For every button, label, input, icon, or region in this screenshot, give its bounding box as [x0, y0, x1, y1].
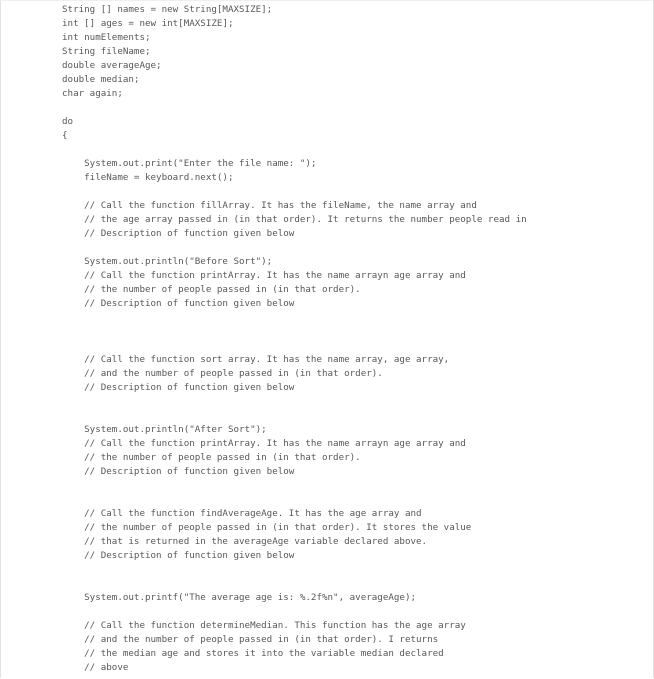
code-line: // and the number of people passed in (in that order). I returns: [62, 634, 439, 645]
code-line: // the number of people passed in (in that order). It stores the value: [62, 522, 472, 533]
code-line: fileName = keyboard.next();: [62, 172, 234, 183]
code-line: System.out.printf("The average age is: %.2f%n", averageAge);: [62, 592, 417, 603]
code-line: [62, 339, 527, 353]
code-line: [62, 493, 527, 507]
code-line: [62, 185, 527, 199]
code-line: // Call the function printArray. It has the name arrayn age array and: [62, 270, 466, 281]
code-line: int numElements;: [62, 32, 151, 43]
code-line: // that is returned in the averageAge variable declared above.: [62, 536, 428, 547]
code-line: [62, 325, 527, 339]
code-line: char again;: [62, 88, 123, 99]
code-line: // and the number of people passed in (in that order).: [62, 368, 383, 379]
code-line: [62, 605, 527, 619]
code-line: [62, 563, 527, 577]
code-line: // Description of function given below: [62, 466, 295, 477]
code-line: int [] ages = new int[MAXSIZE];: [62, 18, 234, 29]
code-line: // Description of function given below: [62, 382, 295, 393]
code-line: double averageAge;: [62, 60, 162, 71]
code-line: String fileName;: [62, 46, 151, 57]
code-line: // Call the function determineMedian. This function has the age array: [62, 620, 466, 631]
code-line: // Call the function fillArray. It has the fileName, the name array and: [62, 200, 477, 211]
code-line: // Description of function given below: [62, 228, 295, 239]
code-line: // the median age and stores it into the variable median declared: [62, 648, 444, 659]
code-line: [62, 311, 527, 325]
code-line: String [] names = new String[MAXSIZE];: [62, 4, 273, 15]
code-line: [62, 577, 527, 591]
code-line: // Description of function given below: [62, 298, 295, 309]
code-line: [62, 409, 527, 423]
code-line: [62, 241, 527, 255]
code-line: [62, 143, 527, 157]
code-line: System.out.print("Enter the file name: ");: [62, 158, 317, 169]
code-line: double median;: [62, 74, 140, 85]
code-line: do: [62, 116, 74, 127]
code-line: {: [62, 130, 68, 141]
code-line: // Description of function given below: [62, 550, 295, 561]
code-line: // Call the function sort array. It has the name array, age array,: [62, 354, 450, 365]
code-line: [62, 101, 527, 115]
code-line: // Call the function printArray. It has the name arrayn age array and: [62, 438, 466, 449]
code-line: // the number of people passed in (in that order).: [62, 284, 361, 295]
code-line: // the number of people passed in (in that order).: [62, 452, 361, 463]
code-block: [62, 3, 527, 675]
code-line: [62, 395, 527, 409]
code-line: System.out.println("Before Sort");: [62, 256, 273, 267]
code-line: // Call the function findAverageAge. It has the age array and: [62, 508, 422, 519]
code-line: // the age array passed in (in that order). It returns the number people read in: [62, 214, 527, 225]
code-line: System.out.println("After Sort");: [62, 424, 267, 435]
code-line: // above: [62, 662, 129, 673]
code-line: [62, 479, 527, 493]
